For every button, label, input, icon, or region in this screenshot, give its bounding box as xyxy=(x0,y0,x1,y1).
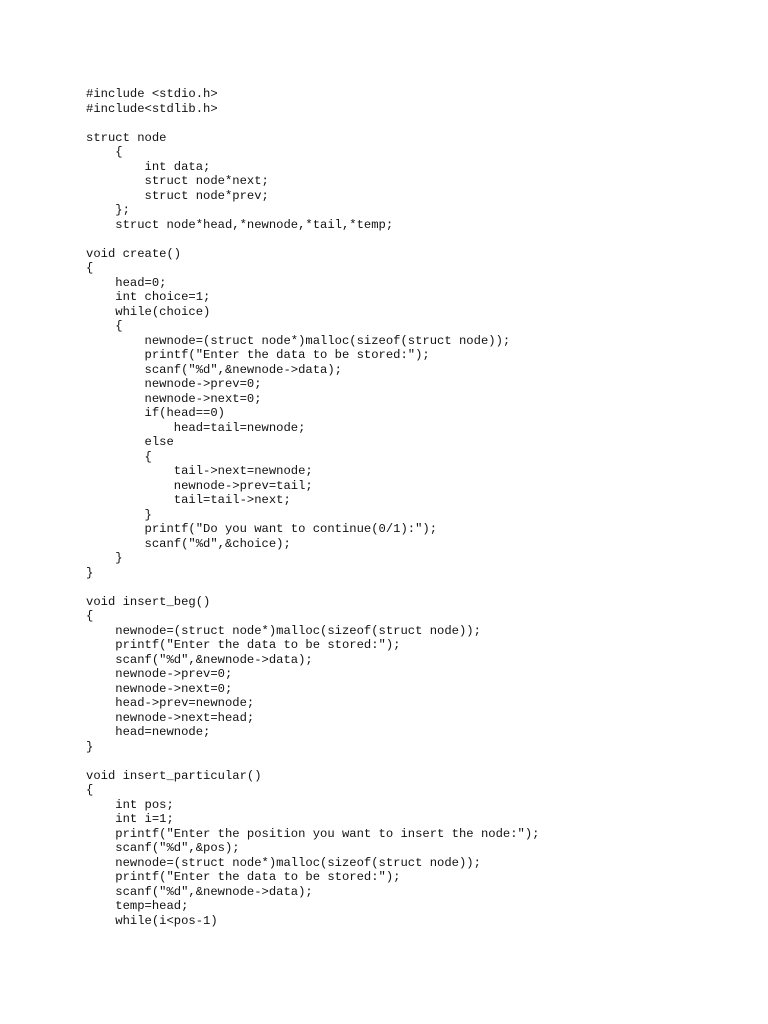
code-line xyxy=(86,116,539,131)
code-line: newnode->next=head; xyxy=(86,710,255,725)
code-line: #include <stdio.h> xyxy=(86,87,218,101)
source-code-block xyxy=(86,87,539,928)
code-line: head=newnode; xyxy=(86,725,211,739)
code-line: tail->next=newnode; xyxy=(86,464,313,478)
code-line: if(head==0) xyxy=(86,406,225,420)
code-line: } xyxy=(86,739,94,754)
code-line: newnode->next=0; xyxy=(86,391,262,406)
code-line: void insert_beg() xyxy=(86,594,211,609)
code-line: while(i<pos-1) xyxy=(86,913,218,928)
code-line: printf("Enter the data to be stored:"); xyxy=(86,870,401,884)
code-line: int i=1; xyxy=(86,812,174,826)
code-line: } xyxy=(86,565,94,580)
code-line: scanf("%d",&choice); xyxy=(86,536,291,551)
code-line: { xyxy=(86,449,152,464)
code-line: int pos; xyxy=(86,797,174,812)
code-line xyxy=(86,232,539,247)
code-line: void insert_particular() xyxy=(86,768,262,783)
code-line: { xyxy=(86,145,123,159)
code-line: temp=head; xyxy=(86,899,189,913)
code-line: printf("Enter the data to be stored:"); xyxy=(86,638,401,652)
code-line: head=0; xyxy=(86,275,167,290)
code-line: scanf("%d",&newnode->data); xyxy=(86,652,313,667)
code-line: newnode->prev=tail; xyxy=(86,478,313,493)
code-line: struct node*prev; xyxy=(86,188,269,203)
code-line: head=tail=newnode; xyxy=(86,420,306,435)
code-line: }; xyxy=(86,203,130,217)
code-line: printf("Enter the position you want to insert the node:"); xyxy=(86,826,540,841)
code-line: scanf("%d",&newnode->data); xyxy=(86,884,313,899)
code-line: newnode->next=0; xyxy=(86,681,233,696)
code-line: #include<stdlib.h> xyxy=(86,101,218,116)
code-line: printf("Enter the data to be stored:"); xyxy=(86,348,430,362)
code-line: struct node xyxy=(86,130,167,145)
code-line xyxy=(86,580,539,595)
code-line: void create() xyxy=(86,246,182,261)
code-line: { xyxy=(86,261,94,275)
code-line: { xyxy=(86,319,123,333)
code-line: scanf("%d",&pos); xyxy=(86,841,240,855)
code-line: { xyxy=(86,609,94,623)
code-line: { xyxy=(86,783,94,797)
code-line: newnode=(struct node*)malloc(sizeof(struct node)); xyxy=(86,855,481,870)
code-line: struct node*next; xyxy=(86,174,269,188)
code-line: head->prev=newnode; xyxy=(86,696,255,710)
code-line: } xyxy=(86,551,123,565)
code-line: struct node*head,*newnode,*tail,*temp; xyxy=(86,217,394,232)
code-line: int choice=1; xyxy=(86,290,211,304)
code-line: newnode=(struct node*)malloc(sizeof(struct node)); xyxy=(86,333,511,348)
code-line: tail=tail->next; xyxy=(86,493,291,507)
code-line: else xyxy=(86,435,174,449)
code-line: scanf("%d",&newnode->data); xyxy=(86,362,342,377)
code-line xyxy=(86,754,539,769)
code-line: newnode->prev=0; xyxy=(86,377,262,391)
code-line: } xyxy=(86,507,152,522)
code-line: newnode=(struct node*)malloc(sizeof(struct node)); xyxy=(86,623,481,638)
code-line: printf("Do you want to continue(0/1):"); xyxy=(86,522,438,536)
code-line: newnode->prev=0; xyxy=(86,667,233,681)
code-line: int data; xyxy=(86,159,211,174)
code-line: while(choice) xyxy=(86,304,211,319)
